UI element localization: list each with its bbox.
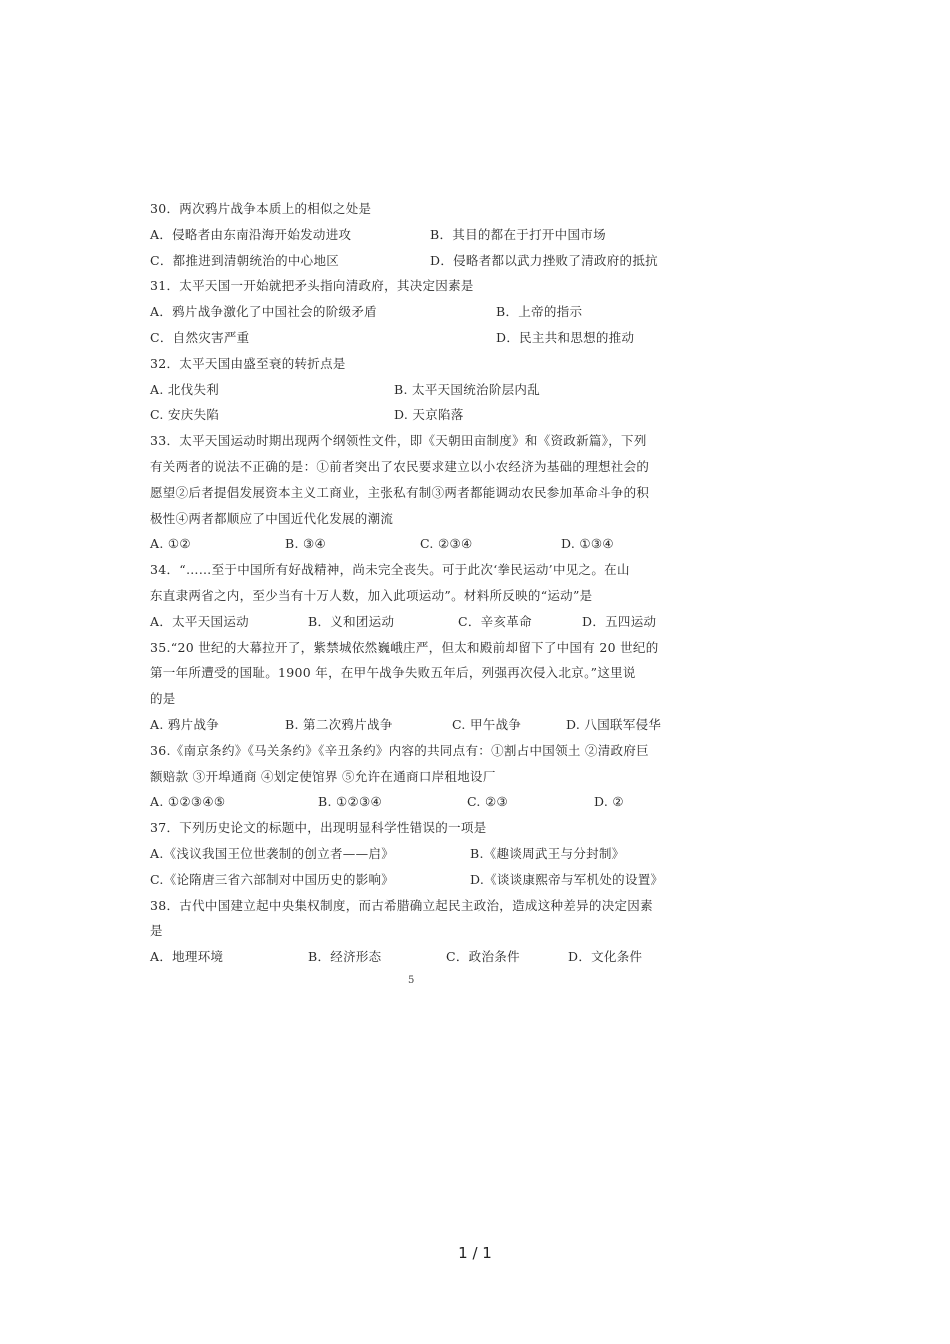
- option-d: D. ②: [594, 794, 624, 810]
- question-38-options: [150, 944, 690, 970]
- option-a: A. ①②: [150, 536, 191, 552]
- question-34-stem-line1: 34．“……至于中国所有好战精神，尚未完全丧失。可于此次‘拳民运动’中见之。在山: [150, 562, 630, 578]
- option-b: B．上帝的指示: [496, 304, 583, 320]
- option-c: C．政治条件: [446, 949, 520, 965]
- option-a: A．侵略者由东南沿海开始发动进攻: [150, 226, 352, 242]
- question-31-stem: 31．太平天国一开始就把矛头指向清政府，其决定因素是: [150, 278, 474, 294]
- question-35-options: [150, 712, 690, 738]
- question-37-options-row1: [150, 841, 690, 867]
- option-c: C．辛亥革命: [458, 613, 532, 629]
- question-38-stem-line2: 是: [150, 923, 163, 939]
- option-d: D．民主共和思想的推动: [496, 329, 635, 345]
- question-31-options-row2: [150, 325, 690, 351]
- option-b: B. 太平天国统治阶层内乱: [394, 381, 541, 397]
- option-b: B. ③④: [285, 536, 327, 552]
- question-30-options-row1: [150, 222, 690, 248]
- question-35-stem-line2: 第一年所遭受的国耻。1900 年，在甲午战争失败五年后，列强再次侵入北京。”这里说: [150, 665, 636, 681]
- question-33-stem-line2: 有关两者的说法不正确的是：①前者突出了农民要求建立以小农经济为基础的理想社会的: [150, 458, 650, 474]
- page-footer-counter: 1 / 1: [458, 1244, 492, 1262]
- question-34-stem-line2: 东直隶两省之内，至少当有十万人数，加入此项运动”。材料所反映的“运动”是: [150, 587, 593, 603]
- question-37-options-row2: [150, 867, 690, 893]
- option-c: C．自然灾害严重: [150, 329, 250, 345]
- page-number: 5: [408, 975, 415, 986]
- question-32-options-row2: [150, 402, 690, 428]
- question-36-stem-line2: 额赔款 ③开埠通商 ④划定使馆界 ⑤允许在通商口岸租地设厂: [150, 768, 496, 784]
- option-a: A. 北伐失利: [150, 381, 220, 397]
- question-32-stem: 32．太平天国由盛至衰的转折点是: [150, 355, 346, 371]
- option-c: C．都推进到清朝统治的中心地区: [150, 252, 340, 268]
- option-c: C. ②③: [467, 794, 508, 810]
- option-d: D. 八国联军侵华: [566, 716, 662, 732]
- option-c: C. 安庆失陷: [150, 407, 220, 423]
- option-d: D. ①③④: [561, 536, 614, 552]
- option-d: D．侵略者都以武力挫败了清政府的抵抗: [430, 252, 658, 268]
- option-b: B．经济形态: [308, 949, 382, 965]
- option-c: C. ②③④: [420, 536, 473, 552]
- option-d: D．文化条件: [568, 949, 643, 965]
- question-33-stem-line3: 愿望②后者提倡发展资本主义工商业，主张私有制③两者都能调动农民参加革命斗争的积: [150, 484, 650, 500]
- question-37-stem: 37．下列历史论文的标题中，出现明显科学性错误的一项是: [150, 820, 487, 836]
- question-30-stem: 30．两次鸦片战争本质上的相似之处是: [150, 201, 372, 216]
- question-30-options-row2: [150, 248, 690, 274]
- option-b: B.《趣谈周武王与分封制》: [470, 845, 625, 861]
- question-35-stem-line3: 的是: [150, 691, 176, 707]
- question-31-options-row1: [150, 299, 690, 325]
- option-c: C. 甲午战争: [452, 716, 522, 732]
- question-33-stem-line1: 33．太平天国运动时期出现两个纲领性文件，即《天朝田亩制度》和《资政新篇》，下列: [150, 433, 647, 449]
- option-b: B．义和团运动: [308, 613, 395, 629]
- option-b: B．其目的都在于打开中国市场: [430, 226, 606, 242]
- option-d: D.《谈谈康熙帝与军机处的设置》: [470, 871, 664, 887]
- option-a: A.《浅议我国王位世袭制的创立者——启》: [150, 845, 395, 861]
- exam-questions: [150, 196, 690, 970]
- option-a: A．鸦片战争激化了中国社会的阶级矛盾: [150, 304, 377, 320]
- option-b: B. ①②③④: [318, 794, 383, 810]
- question-35-stem-line1: 35.“20 世纪的大幕拉开了，紫禁城依然巍峨庄严，但太和殿前却留下了中国有 20 世纪的: [150, 639, 659, 655]
- question-36-options: [150, 789, 690, 815]
- question-36-stem-line1: 36.《南京条约》《马关条约》《辛丑条约》内容的共同点有：①割占中国领土 ②清政府巨: [150, 742, 649, 758]
- question-33-stem-line4: 极性④两者都顺应了中国近代化发展的潮流: [150, 510, 394, 526]
- option-d: D. 天京陷落: [394, 407, 464, 423]
- question-34-options: [150, 609, 690, 635]
- question-38-stem-line1: 38．古代中国建立起中央集权制度，而古希腊确立起民主政治，造成这种差异的决定因素: [150, 897, 653, 913]
- option-d: D．五四运动: [582, 613, 657, 629]
- option-c: C.《论隋唐三省六部制对中国历史的影响》: [150, 871, 395, 887]
- option-a: A．地理环境: [150, 949, 224, 965]
- option-a: A．太平天国运动: [150, 613, 249, 629]
- option-b: B. 第二次鸦片战争: [285, 716, 393, 732]
- option-a: A. ①②③④⑤: [150, 794, 226, 810]
- option-a: A. 鸦片战争: [150, 716, 220, 732]
- question-32-options-row1: [150, 377, 690, 403]
- question-33-options: [150, 531, 690, 557]
